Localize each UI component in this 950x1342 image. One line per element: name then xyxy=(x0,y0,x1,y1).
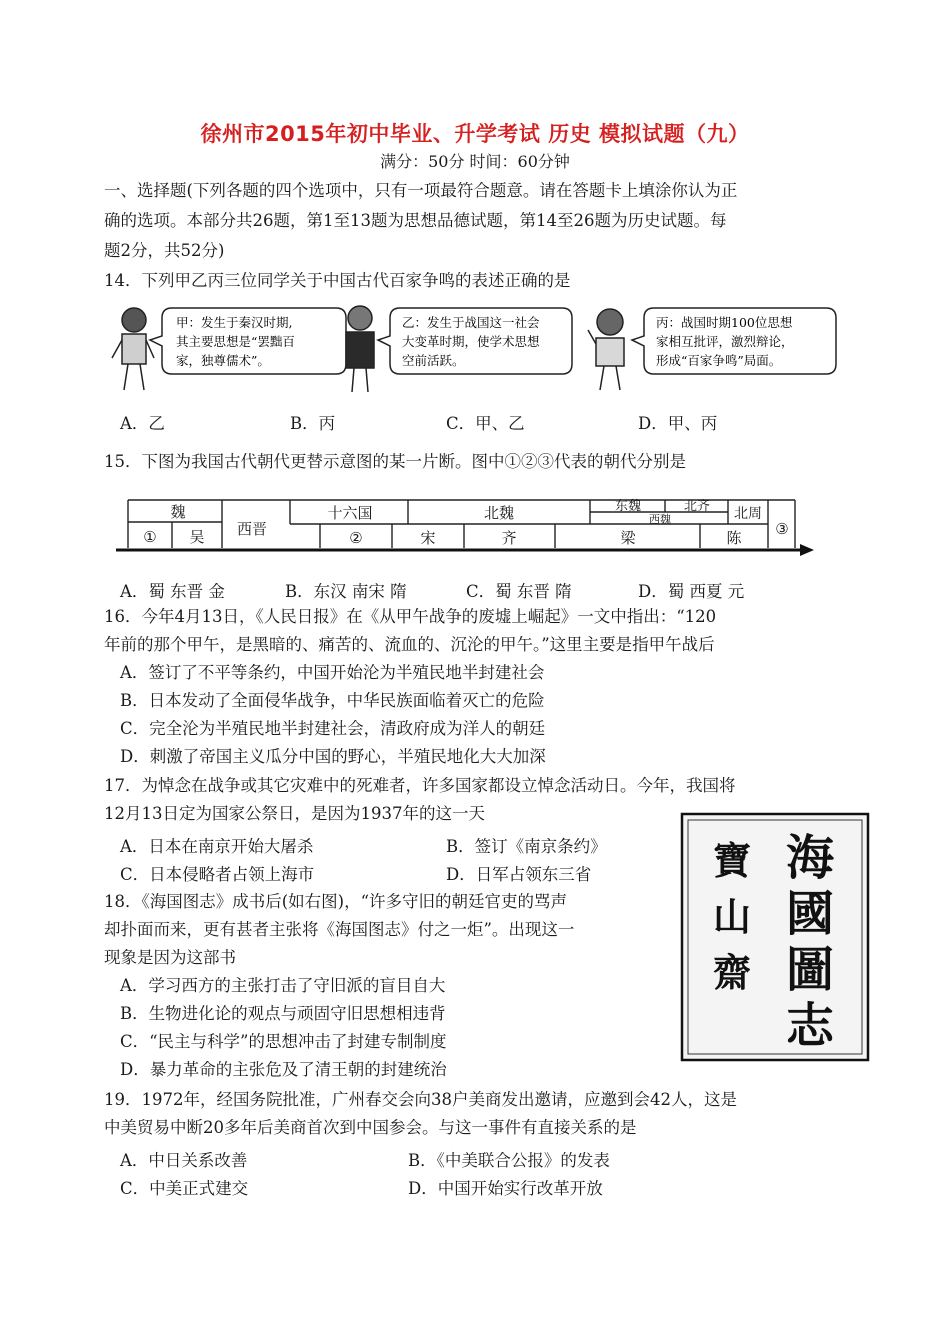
q18-option-d: D．暴力革命的主张危及了清王朝的封建统治 xyxy=(120,1060,447,1079)
timeline-song: 宋 xyxy=(420,529,436,547)
timeline-xiwei: 西魏 xyxy=(649,513,671,526)
bubble-bing-line-2: 家相互批评，激烈辩论， xyxy=(656,334,794,349)
q19-option-d: D．中国开始实行改革开放 xyxy=(408,1179,603,1198)
q18-option-a: A．学习西方的主张打击了守旧派的盲目自大 xyxy=(120,976,446,995)
q18-option-b: B．生物进化论的观点与顽固守旧思想相违背 xyxy=(120,1004,446,1023)
timeline-circle-2: ② xyxy=(349,529,363,547)
bubble-yi-line-2: 大变革时期，使学术思想 xyxy=(402,334,540,349)
q15-option-d: D．蜀 西夏 元 xyxy=(638,582,745,601)
seal-char-bao: 寶 xyxy=(712,838,752,883)
q14-stem: 14．下列甲乙丙三位同学关于中国古代百家争鸣的表述正确的是 xyxy=(104,271,571,290)
q18-stem-line-3: 现象是因为这部书 xyxy=(104,948,236,967)
intro-line-3: 题2分，共52分) xyxy=(104,241,225,260)
bubble-jia-line-2: 其主要思想是“罢黜百 xyxy=(176,334,295,349)
q17-stem-line-2: 12月13日定为国家公祭日，是因为1937年的这一天 xyxy=(104,804,485,823)
q14-option-d: D．甲、丙 xyxy=(638,414,718,433)
student-yi-figure xyxy=(346,306,374,392)
q16-option-d: D．刺激了帝国主义瓜分中国的野心，半殖民地化大大加深 xyxy=(120,747,546,766)
q14-cartoon-illustration xyxy=(0,300,950,400)
timeline-wu: 吴 xyxy=(189,528,205,546)
student-bing-figure xyxy=(588,309,624,390)
intro-line-2: 确的选项。本部分共26题，第1至13题为思想品德试题，第14至26题为历史试题。每 xyxy=(104,211,727,230)
seal-char-zhi: 志 xyxy=(785,998,835,1054)
q19-option-a: A．中日关系改善 xyxy=(120,1151,248,1170)
page-subtitle: 满分：50分 时间：60分钟 xyxy=(380,152,570,171)
q18-option-c: C．“民主与科学”的思想冲击了封建专制制度 xyxy=(120,1032,447,1051)
q16-option-c: C．完全沦为半殖民地半封建社会，清政府成为洋人的朝廷 xyxy=(120,719,546,738)
intro-line-1: 一、选择题(下列各题的四个选项中，只有一项最符合题意。请在答题卡上填涂你认为正 xyxy=(104,181,738,200)
q19-stem-line-1: 19．1972年，经国务院批准，广州春交会向38户美商发出邀请，应邀到会42人，这是 xyxy=(104,1090,737,1109)
q15-option-c: C．蜀 东晋 隋 xyxy=(466,582,572,601)
bubble-jia-line-3: 家，独尊儒术”。 xyxy=(176,353,270,368)
timeline-qi: 齐 xyxy=(501,529,517,547)
seal-char-tu: 圖 xyxy=(785,942,835,998)
dynasty-timeline-diagram xyxy=(0,488,950,568)
q14-option-a: A．乙 xyxy=(120,414,165,433)
q14-option-b: B．丙 xyxy=(290,414,336,433)
q15-stem: 15．下图为我国古代朝代更替示意图的某一片断。图中①②③代表的朝代分别是 xyxy=(104,452,686,471)
seal-char-guo: 國 xyxy=(785,886,835,942)
q19-option-b: B．《中美联合公报》的发表 xyxy=(408,1151,610,1170)
q17-option-c: C．日本侵略者占领上海市 xyxy=(120,865,315,884)
timeline-beiwei: 北魏 xyxy=(483,504,515,522)
timeline-wei: 魏 xyxy=(170,503,186,521)
student-jia-figure xyxy=(112,308,154,390)
timeline-circle-1: ① xyxy=(143,528,157,546)
timeline-shiliuguo: 十六国 xyxy=(327,504,373,522)
timeline-arrowhead xyxy=(800,544,814,556)
q18-stem-line-1: 18．《海国图志》成书后(如右图)，“许多守旧的朝廷官吏的骂声 xyxy=(104,892,568,911)
q19-stem-line-2: 中美贸易中断20多年后美商首次到中国参会。与这一事件有直接关系的是 xyxy=(104,1118,637,1137)
q16-stem-line-2: 年前的那个甲午，是黑暗的、痛苦的、流血的、沉沦的甲午。”这里主要是指甲午战后 xyxy=(104,635,715,654)
timeline-liang: 梁 xyxy=(620,529,636,547)
q18-stem-line-2: 却扑面而来，更有甚者主张将《海国图志》付之一炬”。出现这一 xyxy=(104,920,575,939)
q15-option-a: A．蜀 东晋 金 xyxy=(120,582,225,601)
bubble-bing-line-3: 形成“百家争鸣”局面。 xyxy=(656,353,782,368)
timeline-xijin: 西晋 xyxy=(236,520,268,538)
timeline-beizhou: 北周 xyxy=(734,506,762,522)
timeline-circle-3: ③ xyxy=(775,520,789,538)
q17-option-a: A．日本在南京开始大屠杀 xyxy=(120,837,314,856)
timeline-beiqi: 北齐 xyxy=(683,499,711,514)
timeline-dongwei: 东魏 xyxy=(614,499,642,514)
q15-option-b: B．东汉 南宋 隋 xyxy=(285,582,407,601)
seal-char-hai: 海 xyxy=(785,830,835,886)
q16-option-b: B．日本发动了全面侵华战争，中华民族面临着灭亡的危险 xyxy=(120,691,545,710)
q17-stem-line-1: 17．为悼念在战争或其它灾难中的死难者，许多国家都设立悼念活动日。今年，我国将 xyxy=(104,776,736,795)
bubble-jia-line-1: 甲：发生于秦汉时期, xyxy=(176,315,293,330)
q19-option-c: C．中美正式建交 xyxy=(120,1179,249,1198)
q14-option-c: C．甲、乙 xyxy=(446,414,525,433)
haiguo-tuzhi-cover-image xyxy=(680,812,870,1062)
q16-stem-line-1: 16．今年4月13日，《人民日报》在《从甲午战争的废墟上崛起》一文中指出：“120 xyxy=(104,607,717,626)
q16-option-a: A．签订了不平等条约，中国开始沦为半殖民地半封建社会 xyxy=(120,663,545,682)
bubble-bing-line-1: 丙：战国时期100位思想 xyxy=(656,315,793,330)
bubble-yi-line-1: 乙：发生于战国这一社会 xyxy=(402,315,540,330)
q17-option-b: B．签订《南京条约》 xyxy=(446,837,607,856)
page-title: 徐州市2015年初中毕业、升学考试 历史 模拟试题（九） xyxy=(200,122,750,146)
seal-char-zhai: 齋 xyxy=(712,950,752,995)
seal-char-shan: 山 xyxy=(712,894,752,939)
bubble-yi-line-3: 空前活跃。 xyxy=(402,353,465,368)
timeline-chen: 陈 xyxy=(726,529,742,547)
q17-option-d: D．日军占领东三省 xyxy=(446,865,592,884)
